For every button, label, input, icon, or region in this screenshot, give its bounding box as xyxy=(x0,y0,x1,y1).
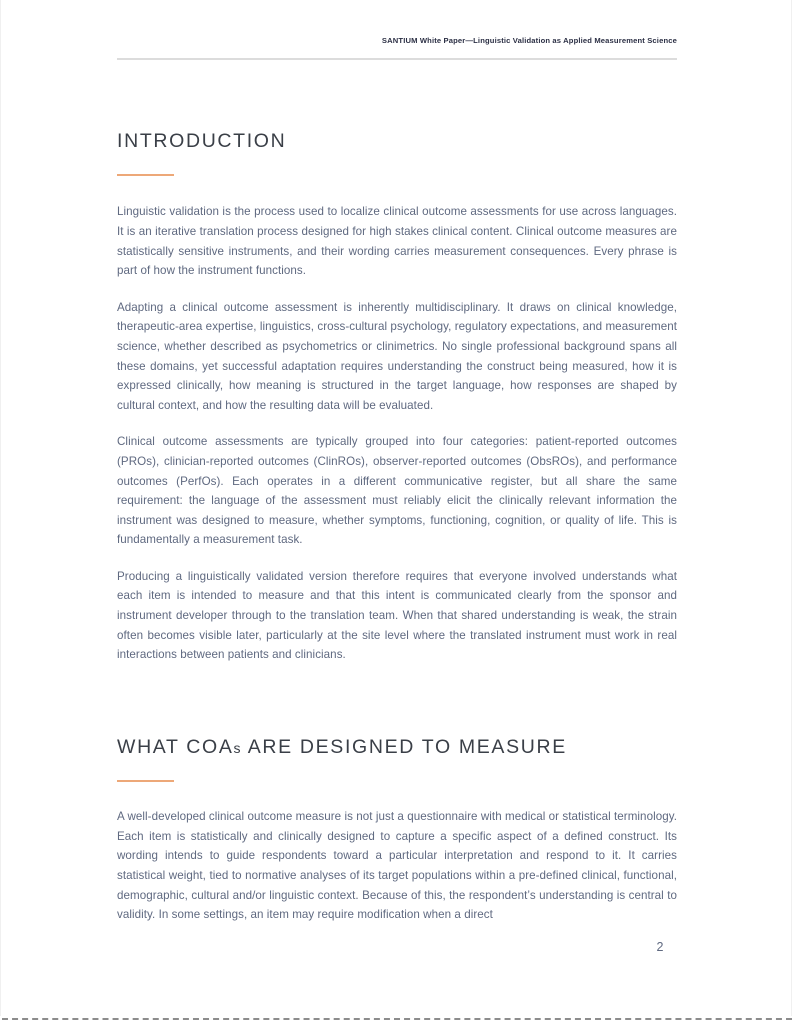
document-content xyxy=(117,130,677,925)
page-title-what-coas-measure xyxy=(117,736,677,759)
body-paragraph: Linguistic validation is the process used to localize clinical outcome assessments for use across languages. It is an iterative translation process designed for high stakes clinical content. Clinical outcome measures are statistically sensitive instruments, and their wording carries measurement consequences. Every phrase is part of how the instrument functions. xyxy=(117,205,677,278)
section-title-tail: ARE DESIGNED TO MEASURE xyxy=(241,735,567,758)
section-accent-rule xyxy=(117,780,174,782)
section-title-text: INTRODUCTION xyxy=(117,130,287,152)
page-title-introduction xyxy=(117,130,677,153)
body-paragraph: Adapting a clinical outcome assessment is inherently multidisciplinary. It draws on clinical knowledge, therapeutic-area expertise, linguistics, cross-cultural psychology, regulatory expectations, and measurement science, whether described as psychometrics or clinimetrics. No single professional background spans all these domains, yet successful adaptation requires understanding the construct being measured, how it is expressed clinically, how meaning is structured in the target language, how responses are shaped by cultural context, and how the resulting data will be evaluated. xyxy=(117,300,677,412)
page-break-indicator xyxy=(2,1018,792,1020)
section-title-smallcap-suffix: s xyxy=(233,739,242,756)
body-paragraph: Clinical outcome assessments are typically grouped into four categories: patient-reported outcomes (PROs), clinician-reported outcomes (ClinROs), observer-reported outcomes (ObsROs), and performance outcomes (PerfOs). Each operates in a different communicative register, but all share the same requirement: the language of the assessment must reliably elicit the clinically relevant information the instrument was designed to measure, whether symptoms, functioning, cognition, or quality of life. This is fundamentally a measurement task. xyxy=(117,435,677,547)
paragraph-stack-what-coas-measure xyxy=(117,807,677,925)
body-paragraph: Producing a linguistically validated version therefore requires that everyone involved understands what each item is intended to measure and that this intent is communicated clearly from the sponsor and instrument developer through to the translation team. When that shared understanding is weak, the strain often becomes visible later, particularly at the site level where the translated instrument must work in real interactions between patients and clinicians. xyxy=(117,569,677,662)
section-accent-rule xyxy=(117,174,174,176)
header-divider-rule xyxy=(117,58,677,60)
section-title-text: WHAT COA xyxy=(117,735,234,758)
page-edge-right xyxy=(791,0,792,1016)
page-number: 2 xyxy=(656,940,664,954)
paragraph-stack-introduction xyxy=(117,202,677,664)
body-paragraph: A well-developed clinical outcome measure is not just a questionnaire with medical or statistical terminology. Each item is statistically and clinically designed to capture a specific aspect of a defined construct. Its wording intends to guide respondents toward a particular interpretation and respond to it. It carries statistical weight, tied to normative analyses of its target populations within a pre-defined clinical, functional, demographic, cultural and/or linguistic context. Because of this, the respondent’s understanding is central to validity. In some settings, an item may require modification when a direct xyxy=(117,810,677,922)
page-edge-left xyxy=(0,0,1,1016)
section-introduction xyxy=(117,130,677,665)
running-header: SANTIUM White Paper—Linguistic Validation as Applied Measurement Science xyxy=(381,36,677,45)
section-what-coas-measure xyxy=(117,736,677,925)
